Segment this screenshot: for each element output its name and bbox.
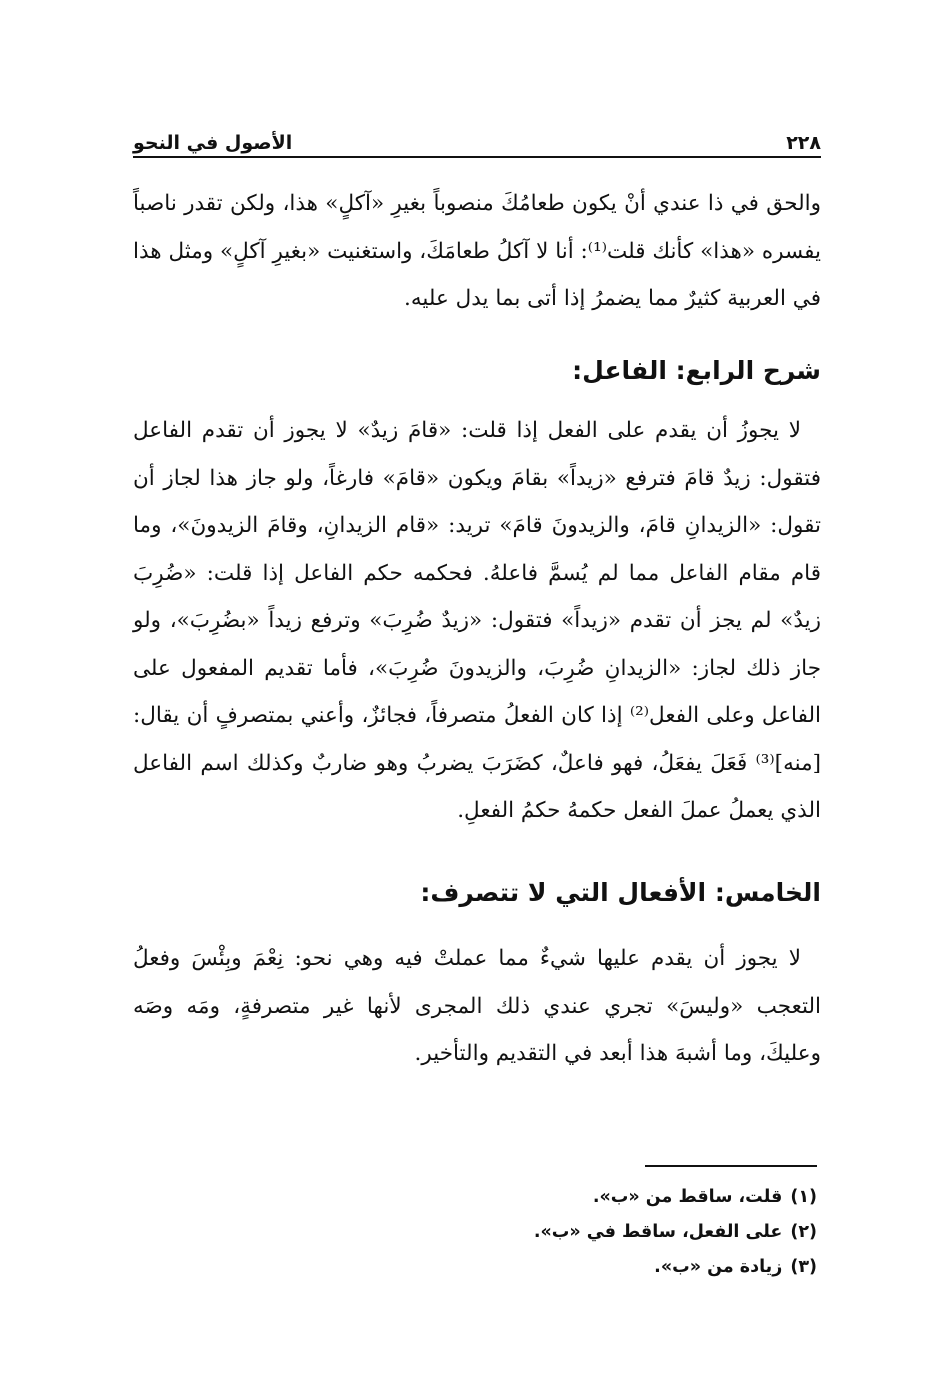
paragraph-subject: لا يجوزُ أن يقدم على الفعل إذا قلت: «قامَ زيدٌ» لا يجوز أن تقدم الفاعل فتقول: زيدٌ قامَ فترفع «زيداً» بقامَ ويكون «قامَ» فارغاً، ولو جاز هذا لجاز أن تقول: «الزيدانِ قامَ، والزيدونَ قامَ» تريد: «قام الزيدانِ، وقامَ الزيدونَ»، وما قام مقام الفاعل مما لم يُسمَّ فاعلهُ. فحكمه حكم الفاعل إذا قلت: «ضُرِبَ زيدٌ» لم يجز أن تقدم «زيداً» فتقول: «زيدٌ ضُرِبَ» وترفع زيداً «بضُرِبَ»، ولو جاز ذلك لجاز: «الزيدانِ ضُرِبَ، والزيدونَ ضُرِبَ»، فأما تقديم المفعول على الفاعل وعلى الفعل⁽²⁾ إذا كان الفعلُ متصرفاً، فجائزٌ، وأعني بمتصرفٍ أن يقال: [منه]⁽³⁾ فَعَلَ يفعَلُ، فهو فاعلٌ، كضَرَبَ يضربُ وهو ضاربٌ وكذلك اسم الفاعل الذي يعملُ عملَ الفعل حكمهُ حكمُ الفعلِ.: [133, 418, 821, 823]
paragraph-nonconjugable: لا يجوز أن يقدم عليها شيءٌ مما عملتْ فيه وهي نحو: نِعْمَ وبِئْسَ وفعلُ التعجب «وليسَ» تجري عندي ذلك المجرى لأنها غير متصرفةٍ، ومَه وصَه وعليكَ، وما أشبهَ هذا أبعد في التقديم والتأخير.: [133, 946, 821, 1066]
paragraph-intro: والحق في ذا عندي أنْ يكون طعامُكَ منصوباً بغيرِ «آكلٍ» هذا، ولكن تقدر ناصباً يفسره «هذا» كأنك قلت⁽¹⁾: أنا لا آكلُ طعامَكَ، واستغنيت «بغيرِ آكلٍ» ومثل هذا في العربية كثيرٌ مما يضمرُ إذا أتى بما يدل عليه.: [133, 191, 821, 311]
page-number: ٢٢٨: [786, 132, 821, 154]
footnotes: [534, 1180, 817, 1285]
book-title: الأصول في النحو: [133, 132, 293, 154]
footnote-number: (٢): [790, 1222, 817, 1242]
footnote-text: قلت، ساقط من «ب».: [592, 1187, 783, 1207]
section-heading-fourth: شرح الرابع: الفاعل:: [572, 356, 821, 385]
footnote-item: [534, 1250, 817, 1285]
footnote-text: على الفعل، ساقط في «ب».: [533, 1222, 783, 1242]
footnote-number: (١): [790, 1187, 817, 1207]
header-divider: [133, 156, 821, 158]
footnote-item: [534, 1215, 817, 1250]
footnote-number: (٣): [790, 1257, 817, 1277]
running-header: [133, 122, 821, 154]
footnote-divider: [645, 1165, 817, 1167]
footnote-item: [534, 1180, 817, 1215]
footnote-text: زيادة من «ب».: [654, 1257, 783, 1277]
section-heading-fifth: الخامس: الأفعال التي لا تتصرف:: [420, 878, 821, 907]
